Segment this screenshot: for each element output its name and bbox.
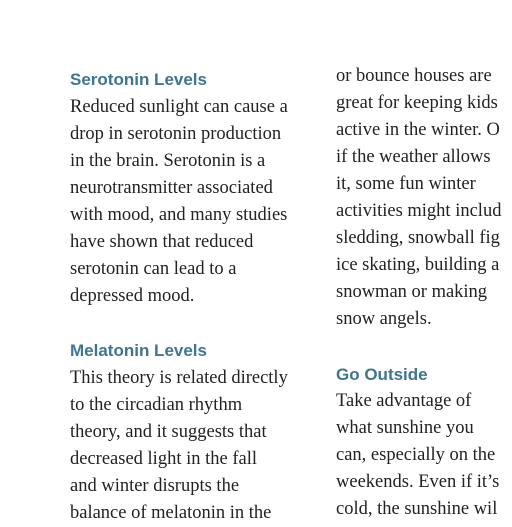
body-text-line: drop in serotonin production [70,124,282,144]
body-text-line: with mood, and many studies [70,205,288,225]
body-text-line: neurotransmitter associated [70,178,273,198]
body-text-line: serotonin can lead to a [70,259,237,279]
body-text-line: or bounce houses are [336,66,492,86]
body-text-line: in the brain. Serotonin is a [70,151,266,171]
body-text-line: ice skating, building a [336,255,500,275]
body-text-line: Reduced sunlight can cause a [70,97,288,117]
body-text-line: have shown that reduced [70,232,254,252]
body-text-line: snowman or making [336,282,488,302]
body-text-line: if the weather allows [336,147,491,167]
body-text-line: great for keeping kids [336,93,498,113]
go-outside-heading: Go Outside [336,365,428,384]
body-text-line: and winter disrupts the [70,476,240,496]
body-text-line: it, some fun winter [336,174,476,194]
body-text-line: cold, the sunshine wil [336,499,498,519]
body-text-line: active in the winter. O [336,120,500,140]
body-text-line: theory, and it suggests that [70,422,267,442]
serotonin-heading: Serotonin Levels [70,70,207,89]
body-text-line: activities might includ [336,201,502,221]
body-text-line: depressed mood. [70,286,195,306]
body-text-line: This theory is related directly [70,368,288,388]
body-text-line: balance of melatonin in the [70,503,272,523]
body-text-line: what sunshine you [336,418,474,438]
melatonin-heading: Melatonin Levels [70,341,207,360]
body-text-line: sledding, snowball fig [336,228,500,248]
body-text-line: decreased light in the fall [70,449,257,469]
body-text-line: can, especially on the [336,445,496,465]
body-text-line: Take advantage of [336,391,472,411]
body-text-line: weekends. Even if it’s [336,472,500,492]
body-text-line: to the circadian rhythm [70,395,243,415]
body-text-line: snow angels. [336,309,432,329]
